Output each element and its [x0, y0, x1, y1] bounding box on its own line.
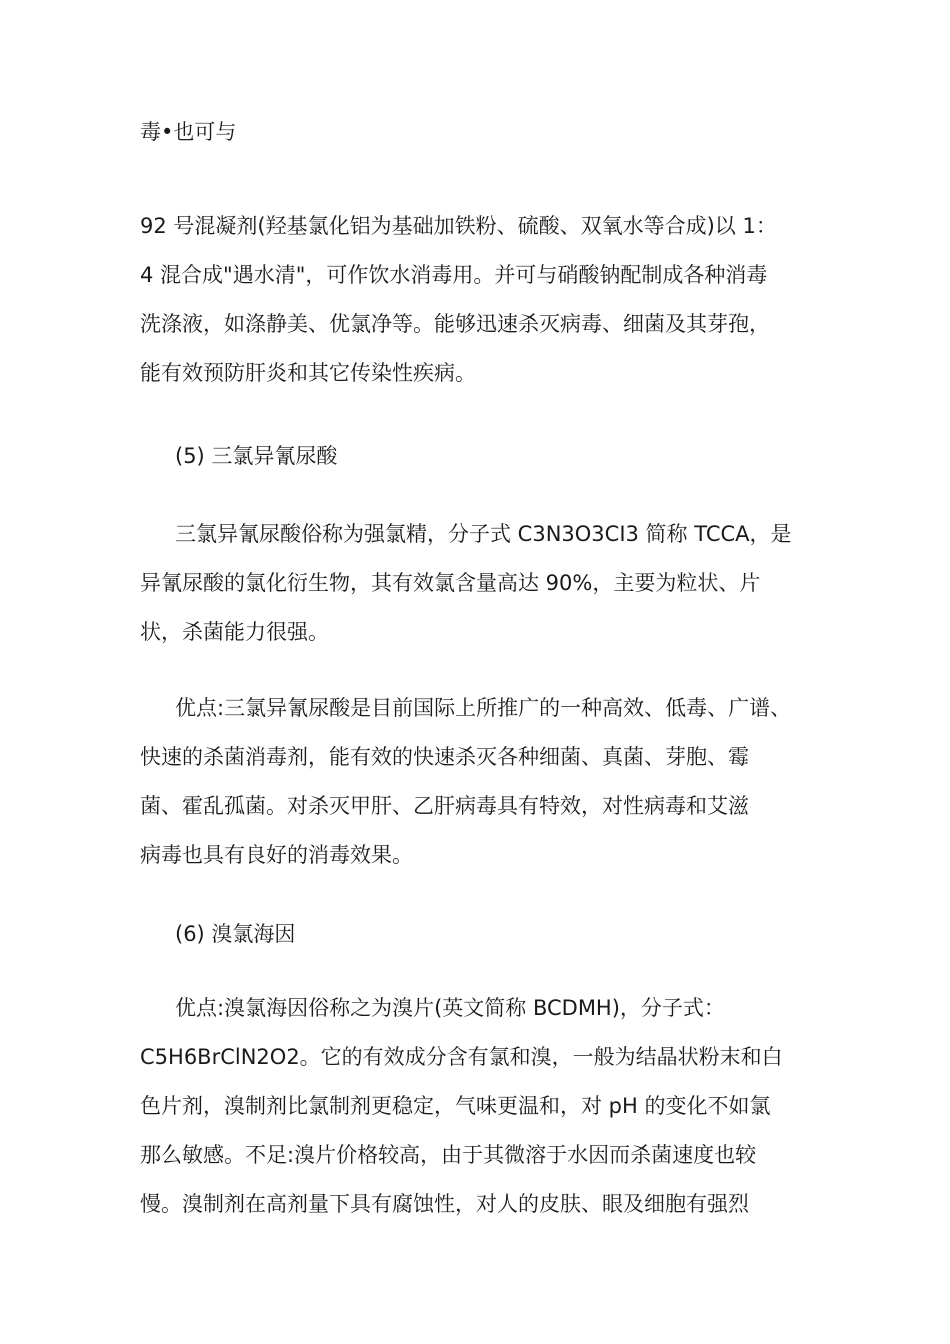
text-line: 异氰尿酸的氯化衍生物，其有效氯含量高达 90%，主要为粒状、片 — [140, 571, 761, 595]
text-line: 洗涤液，如涤静美、优氯净等。能够迅速杀灭病毒、细菌及其芽孢， — [140, 312, 770, 336]
text-line: 优点:三氯异氰尿酸是目前国际上所推广的一种高效、低毒、广谱、 — [175, 696, 792, 720]
text-line: 92 号混凝剂(羟基氯化铝为基础加铁粉、硫酸、双氧水等合成)以 1： — [140, 214, 777, 238]
paragraph-coagulant — [140, 202, 820, 398]
text-line: 那么敏感。不足:溴片价格较高，由于其微溶于水因而杀菌速度也较 — [140, 1143, 757, 1167]
text-line: 状，杀菌能力很强。 — [140, 620, 329, 644]
heading-text: (6) 溴氯海因 — [175, 922, 296, 946]
text-line: 毒•也可与 — [140, 120, 237, 144]
text-line: C5H6BrClN2O2。它的有效成分含有氯和溴，一般为结晶状粉末和白 — [140, 1045, 783, 1069]
text-line: 优点:溴氯海因俗称之为溴片(英文简称 BCDMH)，分子式： — [175, 996, 725, 1020]
section-heading-6 — [140, 910, 855, 959]
text-line: 菌、霍乱孤菌。对杀灭甲肝、乙肝病毒具有特效，对性病毒和艾滋 — [140, 794, 749, 818]
text-line: 慢。溴制剂在高剂量下具有腐蚀性，对人的皮肤、眼及细胞有强烈 — [140, 1192, 749, 1216]
paragraph-continuation — [140, 108, 820, 157]
text-line: 三氯异氰尿酸俗称为强氯精，分子式 C3N3O3CI3 简称 TCCA，是 — [175, 522, 792, 546]
paragraph-tcca-intro — [140, 510, 820, 657]
text-line: 快速的杀菌消毒剂，能有效的快速杀灭各种细菌、真菌、芽胞、霉 — [140, 745, 749, 769]
section-heading-5 — [140, 432, 855, 481]
text-line: 能有效预防肝炎和其它传染性疾病。 — [140, 361, 476, 385]
heading-text: (5) 三氯异氰尿酸 — [175, 444, 338, 468]
text-line: 色片剂，溴制剂比氯制剂更稳定，气味更温和，对 pH 的变化不如氯 — [140, 1094, 771, 1118]
text-line: 4 混合成"遇水清"，可作饮水消毒用。并可与硝酸钠配制成各种消毒 — [140, 263, 768, 287]
paragraph-bcdmh — [140, 984, 820, 1229]
text-line: 病毒也具有良好的消毒效果。 — [140, 843, 413, 867]
paragraph-tcca-advantages — [140, 684, 820, 880]
